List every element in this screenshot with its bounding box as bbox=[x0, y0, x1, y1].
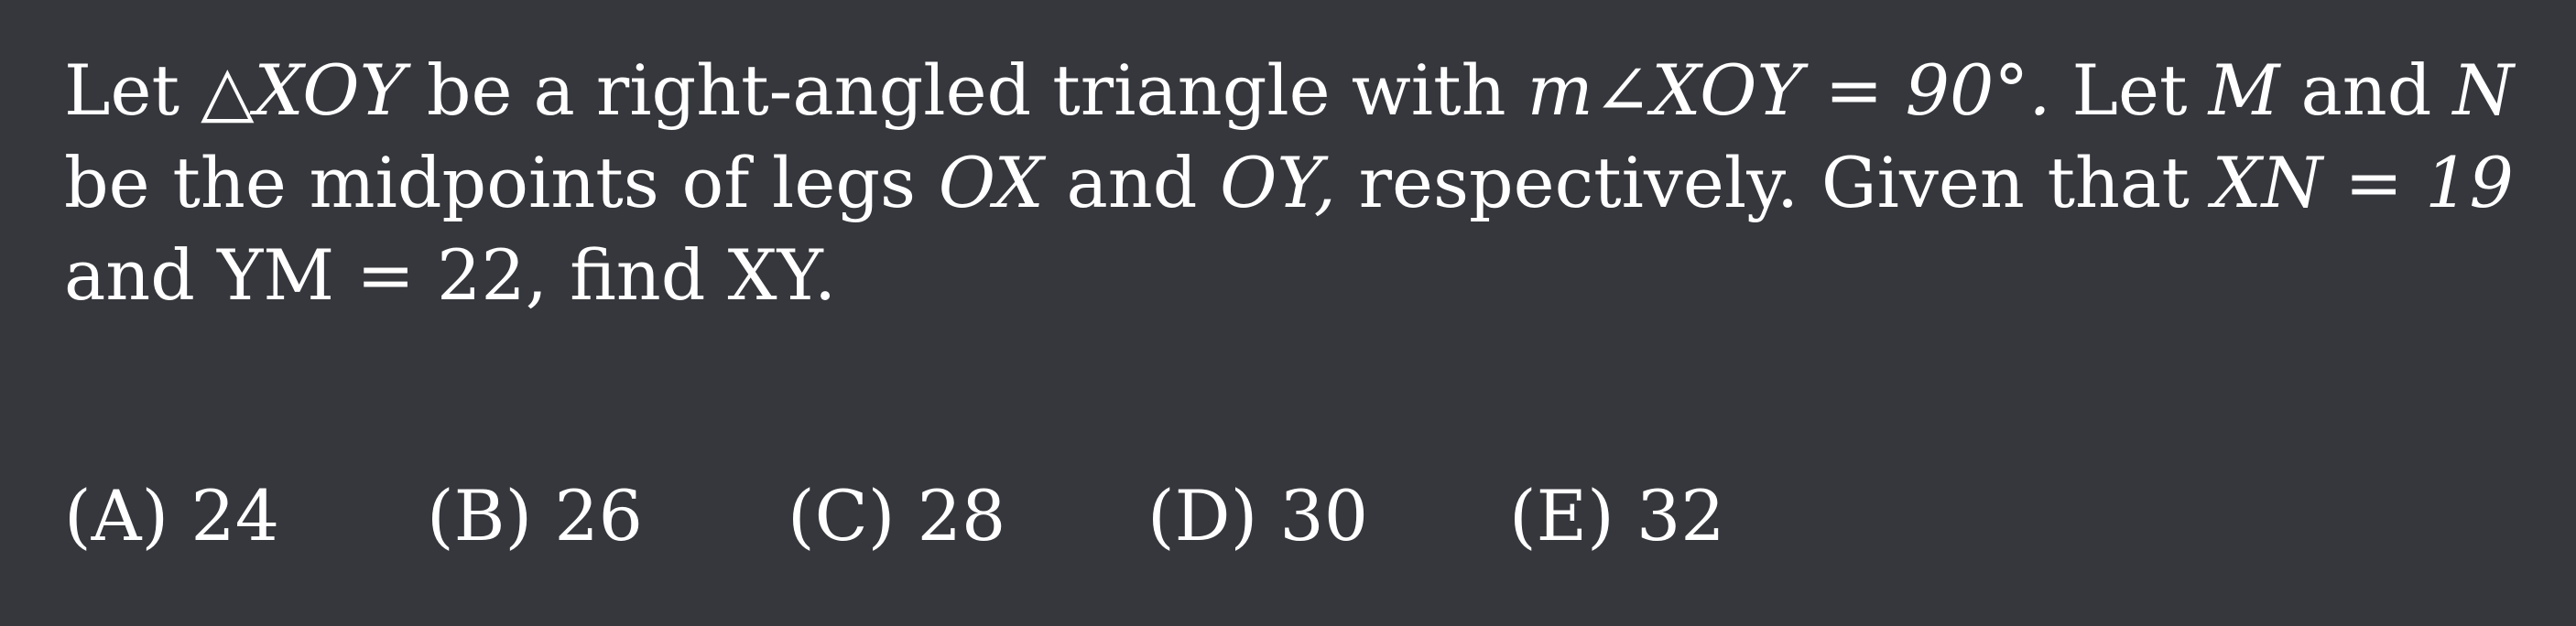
math-ox: OX bbox=[938, 142, 1044, 223]
choice-value: 26 bbox=[554, 475, 644, 556]
choice-letter: (B) bbox=[427, 475, 533, 556]
problem-line-3: and YM = 22, find XY. bbox=[64, 234, 837, 316]
word: triangle bbox=[1052, 49, 1331, 131]
word: be bbox=[64, 142, 150, 223]
word: right-angled bbox=[595, 49, 1032, 131]
choice-letter: (D) bbox=[1147, 475, 1258, 556]
word: respectively. bbox=[1358, 142, 1799, 223]
choice-value: 24 bbox=[190, 475, 280, 556]
choice-letter: (A) bbox=[64, 475, 169, 556]
word: a bbox=[533, 49, 575, 131]
word: midpoints bbox=[309, 142, 659, 223]
choice-a[interactable] bbox=[64, 470, 279, 562]
word: and bbox=[2300, 49, 2432, 131]
math-angle-xoy: m∠XOY = 90°. bbox=[1527, 49, 2051, 131]
word: with bbox=[1351, 49, 1506, 131]
math-n: N bbox=[2452, 49, 2514, 131]
problem-line-2 bbox=[64, 136, 2514, 229]
choice-value: 28 bbox=[917, 475, 1006, 556]
choice-c[interactable] bbox=[788, 470, 1005, 562]
problem-statement bbox=[64, 44, 2514, 321]
word: be bbox=[426, 49, 513, 131]
choice-letter: (C) bbox=[788, 475, 896, 556]
word: that bbox=[2047, 142, 2190, 223]
word: legs bbox=[772, 142, 916, 223]
math-xn-equation: XN = 19 bbox=[2212, 142, 2514, 223]
choice-value: 30 bbox=[1279, 475, 1369, 556]
word: Let bbox=[64, 49, 179, 131]
word: Given bbox=[1821, 142, 2025, 223]
word: of bbox=[681, 142, 750, 223]
math-triangle-xoy: △XOY bbox=[201, 49, 406, 131]
choice-letter: (E) bbox=[1509, 475, 1614, 556]
choice-b[interactable] bbox=[427, 470, 643, 562]
choice-value: 32 bbox=[1636, 475, 1725, 556]
word: the bbox=[172, 142, 287, 223]
problem-line-1 bbox=[64, 44, 2514, 136]
word: Let bbox=[2071, 49, 2188, 131]
math-m: M bbox=[2208, 49, 2280, 131]
word: and bbox=[1066, 142, 1198, 223]
choice-d[interactable] bbox=[1147, 470, 1368, 562]
math-oy: OY, bbox=[1220, 142, 1336, 223]
choice-e[interactable] bbox=[1509, 470, 1725, 562]
